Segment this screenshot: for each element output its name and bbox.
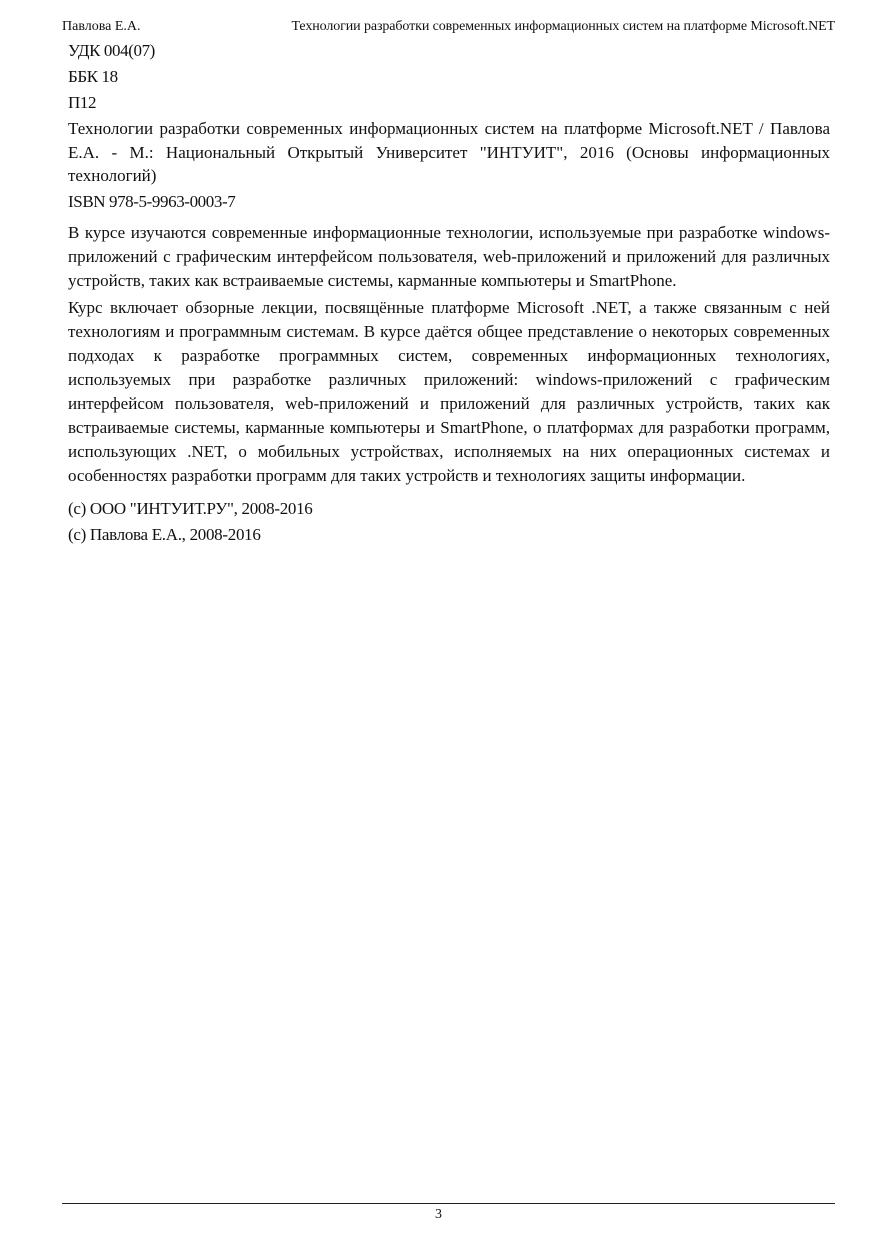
header-author: Павлова Е.А.: [62, 19, 141, 34]
header-course-title: Технологии разработки современных информационных систем на платформе Microsoft.NET: [291, 19, 835, 34]
copyright-publisher: (c) ООО "ИНТУИТ.РУ", 2008-2016: [68, 498, 313, 518]
udk-code: УДК 004(07): [68, 41, 155, 60]
copyright-author: (c) Павлова Е.А., 2008-2016: [68, 524, 261, 544]
bbk-code: ББК 18: [68, 67, 118, 86]
document-body: [68, 38, 830, 548]
abstract-paragraph-1: В курсе изучаются современные информационные технологии, используемые при разработке windows-приложений с графическим интерфейсом пользователя, web-приложений и приложений для различных устройств, таких как встраиваемые системы, карманные компьютеры и SmartPhone.: [68, 222, 830, 290]
running-header: [62, 18, 835, 38]
author-mark: П12: [68, 93, 97, 112]
footer-divider: [62, 1203, 835, 1204]
bibliographic-citation: Технологии разработки современных информационных систем на платформе Microsoft.NET / Павлова Е.А. - М.: Национальный Открытый Университет "ИНТУИТ", 2016 (Основы информационных технологий): [68, 119, 830, 185]
abstract-paragraph-2: Курс включает обзорные лекции, посвящённые платформе Microsoft .NET, а также связанным с ней технологиям и программным системам. В курсе даётся общее представление о некоторых современных подходах к разработке программных систем, современных информационных технологиях, используемых при разработке различных приложений: windows-приложений с графическим интерфейсом пользователя, web-приложений и приложений для различных устройств, таких как встраиваемые системы, карманные компьютеры и SmartPhone, о платформах для разработки программ, использующих .NET, о мобильных устройствах, исполняемых на них операционных системах и особенностях разработки программ для таких устройств и технологиях защиты информации.: [68, 297, 830, 485]
page-number: 3: [435, 1207, 442, 1222]
isbn: ISBN 978-5-9963-0003-7: [68, 191, 236, 211]
